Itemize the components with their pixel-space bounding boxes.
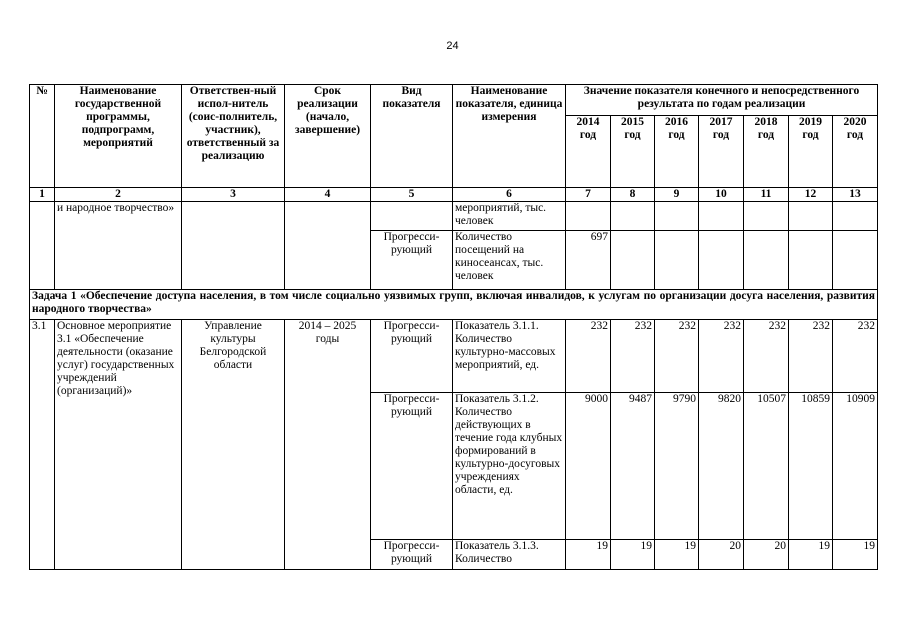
table-row xyxy=(30,202,878,231)
value-cell: 232 xyxy=(611,320,655,393)
value-cell xyxy=(833,202,878,231)
task-title: Задача 1 «Обеспечение доступа населения, в том числе социально уязвимых групп, включая инвалидов, к услугам по организации досуга населения, развития народного творчества» xyxy=(30,290,878,320)
column-number: 9 xyxy=(655,188,699,202)
value-cell xyxy=(611,231,655,290)
value-cell: 9790 xyxy=(655,393,699,540)
indicator-name: Количество посещений на киносеансах, тыс. человек xyxy=(453,231,566,290)
value-cell: 20 xyxy=(744,540,789,570)
task-row xyxy=(30,290,878,320)
activity-number: 3.1 xyxy=(30,320,55,570)
value-cell: 10859 xyxy=(789,393,833,540)
value-cell: 9820 xyxy=(699,393,744,540)
column-number: 2 xyxy=(55,188,182,202)
page-number: 24 xyxy=(446,40,459,52)
value-cell xyxy=(655,231,699,290)
program-name-cont: и народное творчество» xyxy=(55,202,182,290)
column-number: 12 xyxy=(789,188,833,202)
column-number: 10 xyxy=(699,188,744,202)
header-year: 2020 год xyxy=(833,116,878,188)
indicator-type: Прогресси-рующий xyxy=(371,231,453,290)
value-cell: 19 xyxy=(611,540,655,570)
value-cell: 697 xyxy=(566,231,611,290)
indicator-name: мероприятий, тыс. человек xyxy=(453,202,566,231)
column-number: 7 xyxy=(566,188,611,202)
value-cell: 232 xyxy=(744,320,789,393)
value-cell: 20 xyxy=(699,540,744,570)
column-number: 8 xyxy=(611,188,655,202)
indicators-table xyxy=(29,84,878,570)
column-number: 3 xyxy=(182,188,285,202)
indicator-type: Прогресси-рующий xyxy=(371,393,453,540)
value-cell: 9000 xyxy=(566,393,611,540)
value-cell xyxy=(611,202,655,231)
column-number: 4 xyxy=(285,188,371,202)
column-number: 11 xyxy=(744,188,789,202)
column-number: 1 xyxy=(30,188,55,202)
value-cell: 10507 xyxy=(744,393,789,540)
header-year: 2016 год xyxy=(655,116,699,188)
column-number: 6 xyxy=(453,188,566,202)
column-number: 13 xyxy=(833,188,878,202)
value-cell xyxy=(789,231,833,290)
header-indicator-type: Вид показателя xyxy=(371,85,453,188)
header-program: Наименование государственной программы, подпрограмм, мероприятий xyxy=(55,85,182,188)
header-responsible: Ответствен-ный испол-нитель (соис-полнитель, участник), ответственный за реализацию xyxy=(182,85,285,188)
value-cell xyxy=(789,202,833,231)
value-cell: 232 xyxy=(699,320,744,393)
value-cell xyxy=(744,231,789,290)
indicator-name: Показатель 3.1.2. Количество действующих в течение года клубных формирований в культурно-досуговых учреждениях области, ед. xyxy=(453,393,566,540)
column-numbers-row xyxy=(30,188,878,202)
header-year: 2017 год xyxy=(699,116,744,188)
activity-term: 2014 – 2025 годы xyxy=(285,320,371,570)
value-cell xyxy=(699,231,744,290)
indicator-name: Показатель 3.1.3. Количество xyxy=(453,540,566,570)
value-cell: 19 xyxy=(566,540,611,570)
value-cell: 232 xyxy=(566,320,611,393)
value-cell: 9487 xyxy=(611,393,655,540)
indicator-type xyxy=(371,202,453,231)
header-no: № xyxy=(30,85,55,188)
indicator-type: Прогресси-рующий xyxy=(371,320,453,393)
table-row xyxy=(30,320,878,393)
value-cell: 232 xyxy=(655,320,699,393)
header-year: 2015 год xyxy=(611,116,655,188)
activity-responsible: Управление культуры Белгородской области xyxy=(182,320,285,570)
indicator-name: Показатель 3.1.1. Количество культурно-массовых мероприятий, ед. xyxy=(453,320,566,393)
header-year: 2019 год xyxy=(789,116,833,188)
value-cell xyxy=(655,202,699,231)
header-values-group: Значение показателя конечного и непосредственного результата по годам реализации xyxy=(566,85,878,116)
value-cell: 19 xyxy=(655,540,699,570)
header-term: Срок реализации (начало, завершение) xyxy=(285,85,371,188)
column-number: 5 xyxy=(371,188,453,202)
activity-name: Основное мероприятие 3.1 «Обеспечение деятельности (оказание услуг) государственных учреждений (организаций)» xyxy=(55,320,182,570)
header-year: 2018 год xyxy=(744,116,789,188)
value-cell xyxy=(566,202,611,231)
value-cell xyxy=(699,202,744,231)
value-cell: 232 xyxy=(833,320,878,393)
value-cell: 232 xyxy=(789,320,833,393)
value-cell: 10909 xyxy=(833,393,878,540)
header-year: 2014 год xyxy=(566,116,611,188)
indicator-type: Прогресси-рующий xyxy=(371,540,453,570)
value-cell xyxy=(833,231,878,290)
value-cell xyxy=(744,202,789,231)
header-indicator-name: Наименование показателя, единица измерения xyxy=(453,85,566,188)
value-cell: 19 xyxy=(833,540,878,570)
value-cell: 19 xyxy=(789,540,833,570)
